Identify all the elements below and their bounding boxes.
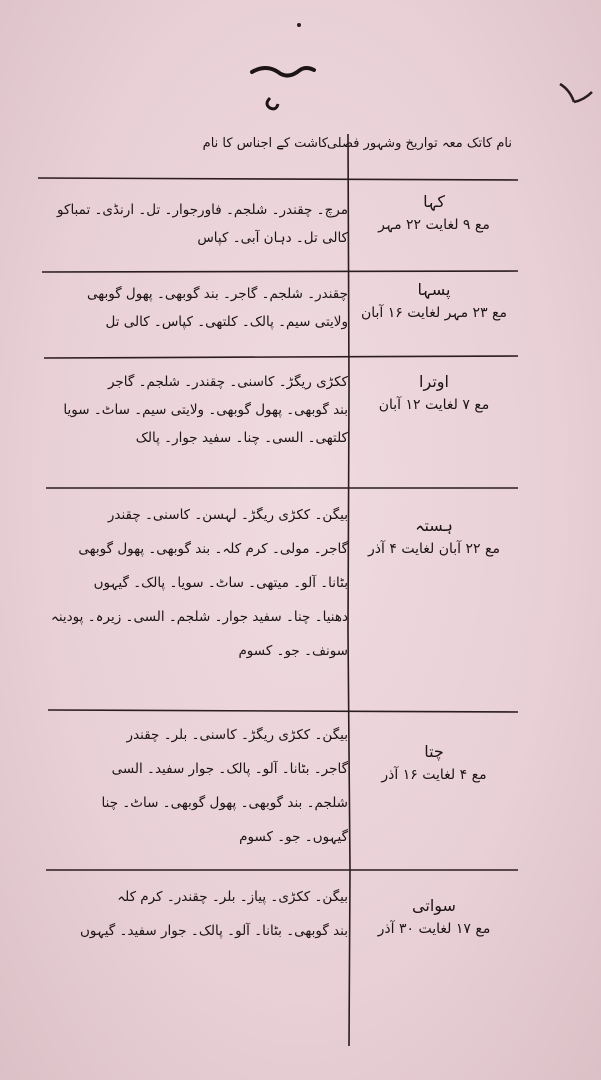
crop-line: کلتھی۔ السی۔ چنا۔ سفید جوار۔ پالک — [135, 430, 348, 446]
table-row — [18, 186, 518, 272]
crop-line: مرچ۔ چقندر۔ شلجم۔ فاورجوار۔ تل۔ ارنڈی۔ تمباکو — [57, 202, 348, 218]
row-name-cell — [350, 192, 518, 233]
crops-cell — [18, 880, 348, 948]
header-name-column: نام کاتک معہ تواریخ وشہور فصلی — [326, 136, 512, 151]
crops-cell — [18, 718, 348, 854]
dot-mark — [296, 22, 302, 28]
crop-line: سونف۔ جو۔ کسوم — [238, 643, 348, 659]
nakshatra-name: چتا — [424, 742, 444, 761]
header-crops-column: کاشت کے اجناس کا نام — [202, 136, 328, 151]
crop-line: کالی تل۔ دہان آبی۔ کپاس — [197, 230, 348, 246]
crops-cell — [18, 280, 348, 336]
table-row — [18, 716, 518, 868]
date-range: مع ۲۲ آبان لغایت ۴ آذر — [368, 541, 500, 557]
crop-line: بند گوبھی۔ پھول گوبھی۔ ولایتی سیم۔ ساٹ۔ سویا — [63, 402, 348, 418]
table-row — [18, 494, 518, 708]
crop-line: شلجم۔ بند گوبھی۔ پھول گوبھی۔ ساٹ۔ چنا — [101, 795, 348, 811]
crop-line: گاجر۔ بٹانا۔ آلو۔ پالک۔ جوار سفید۔ السی — [111, 761, 348, 777]
nakshatra-name: پسہا — [417, 280, 451, 299]
crop-line: بند گوبھی۔ بٹانا۔ آلو۔ پالک۔ جوار سفید۔ گیہوں — [79, 923, 348, 939]
table — [18, 130, 518, 1050]
crop-line: بٹانا۔ آلو۔ میتھی۔ ساٹ۔ سویا۔ پالک۔ گیہوں — [93, 575, 348, 591]
table-row — [18, 362, 518, 486]
stray-mark — [556, 80, 596, 110]
date-range: مع ۹ لغایت ۲۲ مہر — [378, 217, 490, 233]
nakshatra-name: کہا — [423, 192, 445, 211]
crops-cell — [18, 498, 348, 668]
nakshatra-name: سواتی — [412, 896, 456, 915]
nakshatra-name: اوترا — [419, 372, 449, 391]
date-range: مع ۷ لغایت ۱۲ آبان — [378, 397, 490, 413]
crops-cell — [18, 368, 348, 452]
crop-line: دھنیا۔ چنا۔ سفید جوار۔ شلجم۔ السی۔ زیرہ۔ پودینہ — [50, 609, 348, 625]
date-range: مع ۲۳ مہر لغایت ۱۶ آبان — [360, 305, 507, 321]
crop-line: ککڑی ریگڑ۔ کاسنی۔ چقندر۔ شلجم۔ گاجر — [107, 374, 348, 390]
row-name-cell — [350, 896, 518, 937]
crop-line: چقندر۔ شلجم۔ گاجر۔ بند گوبھی۔ پھول گوبھی — [86, 286, 348, 302]
nakshatra-name: ہستہ — [415, 516, 453, 535]
row-name-cell — [350, 742, 518, 783]
table-row — [18, 276, 518, 356]
date-range: مع ۴ لغایت ۱۶ آذر — [381, 767, 487, 783]
date-range: مع ۱۷ لغایت ۳۰ آذر — [377, 921, 491, 937]
row-name-cell — [350, 372, 518, 413]
crop-line: بیگن۔ ککڑی ریگڑ۔ لہسن۔ کاسنی۔ چقندر — [107, 507, 348, 523]
crops-cell — [18, 196, 348, 252]
crop-line: بیگن۔ ککڑی ریگڑ۔ کاسنی۔ بلر۔ چقندر — [126, 727, 348, 743]
row-name-cell — [350, 516, 518, 557]
table-row — [18, 876, 518, 976]
crop-line: ولایتی سیم۔ پالک۔ کلتھی۔ کپاس۔ کالی تل — [105, 314, 348, 330]
heading-ornament — [248, 58, 318, 118]
row-name-cell — [350, 280, 518, 321]
crop-line: گاجر۔ مولی۔ کرم کلہ۔ بند گوبھی۔ پھول گوبھی — [78, 541, 348, 557]
crop-line: بیگن۔ ککڑی۔ پیاز۔ بلر۔ چقندر۔ کرم کلہ — [117, 889, 348, 905]
crop-line: گیہوں۔ جو۔ کسوم — [239, 829, 348, 845]
